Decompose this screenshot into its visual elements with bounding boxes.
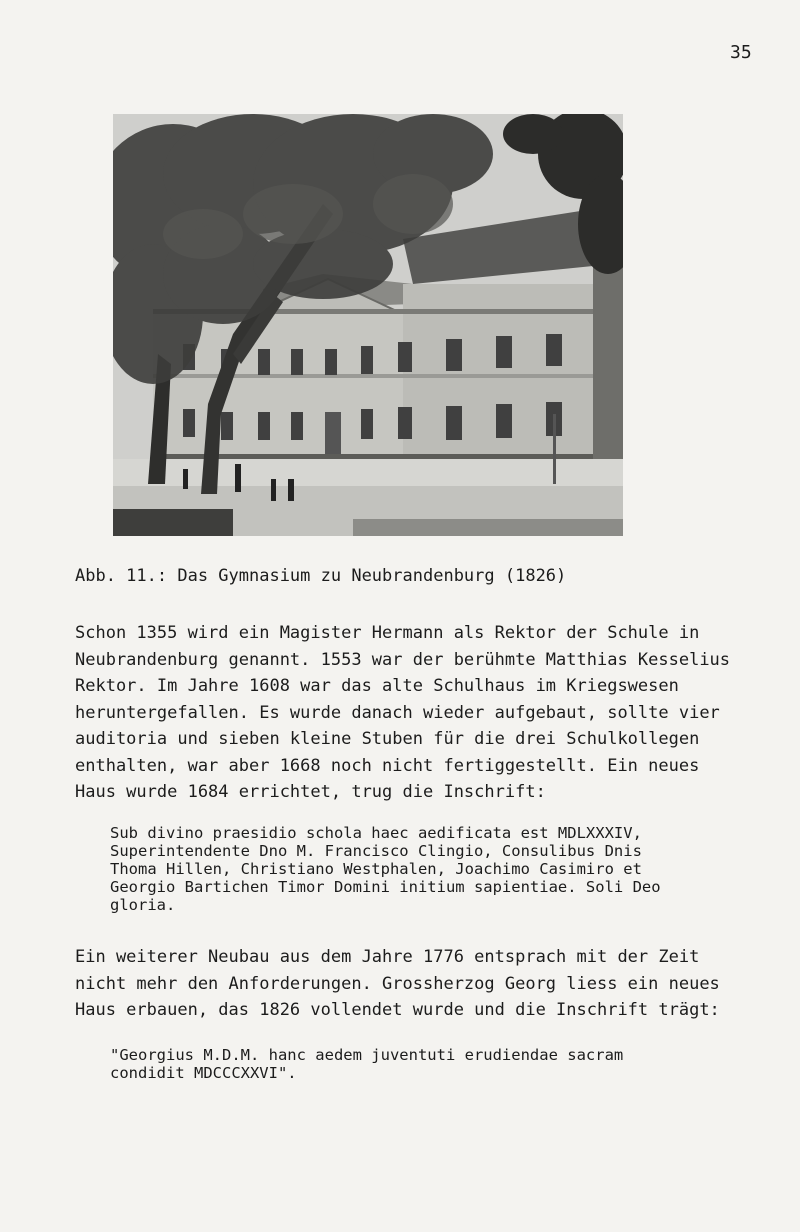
text-line: Haus wurde 1684 errichtet, trug die Inschrift: <box>75 782 546 802</box>
text-line: Schon 1355 wird ein Magister Hermann als Rektor der Schule in <box>75 623 700 643</box>
quote-line: Sub divino praesidio schola haec aedificata est MDLXXXIV, <box>110 824 642 842</box>
text-line: Neubrandenburg genannt. 1553 war der berühmte Matthias Kesselius <box>75 649 731 670</box>
quote-line: Georgio Bartichen Timor Domini initium sapientiae. Soli Deo <box>110 878 661 896</box>
paragraph-2 <box>75 944 775 1024</box>
gymnasium-photo <box>113 114 623 536</box>
text-line: Rektor. Im Jahre 1608 war das alte Schulhaus im Kriegswesen <box>75 676 679 696</box>
text-line: auditoria und sieben kleine Stuben für die drei Schulkollegen <box>75 729 700 749</box>
quote-line: gloria. <box>110 896 176 914</box>
text-line: Haus erbauen, das 1826 vollendet wurde und die Inschrift trägt: <box>75 1000 720 1020</box>
page-number: 35 <box>730 42 752 63</box>
text-line: heruntergefallen. Es wurde danach wieder aufgebaut, sollte vier <box>75 702 720 723</box>
quote-line: Superintendente Dno M. Francisco Clingio, Consulibus Dnis <box>110 842 642 860</box>
text-line: Ein weiterer Neubau aus dem Jahre 1776 entsprach mit der Zeit <box>75 947 700 967</box>
text-line: nicht mehr den Anforderungen. Grossherzog Georg liess ein neues <box>75 973 720 994</box>
quote-line: condidit MDCCCXXVI". <box>110 1064 297 1082</box>
text-line: enthalten, war aber 1668 noch nicht fertiggestellt. Ein neues <box>75 755 700 776</box>
inscription-quote-2 <box>110 1046 780 1082</box>
inscription-quote-1 <box>110 824 780 914</box>
quote-line: "Georgius M.D.M. hanc aedem juventuti erudiendae sacram <box>110 1046 624 1064</box>
quote-line: Thoma Hillen, Christiano Westphalen, Joachimo Casimiro et <box>110 860 642 878</box>
paragraph-1 <box>75 620 775 806</box>
figure-caption: Abb. 11.: Das Gymnasium zu Neubrandenburg (1826) <box>75 566 567 586</box>
